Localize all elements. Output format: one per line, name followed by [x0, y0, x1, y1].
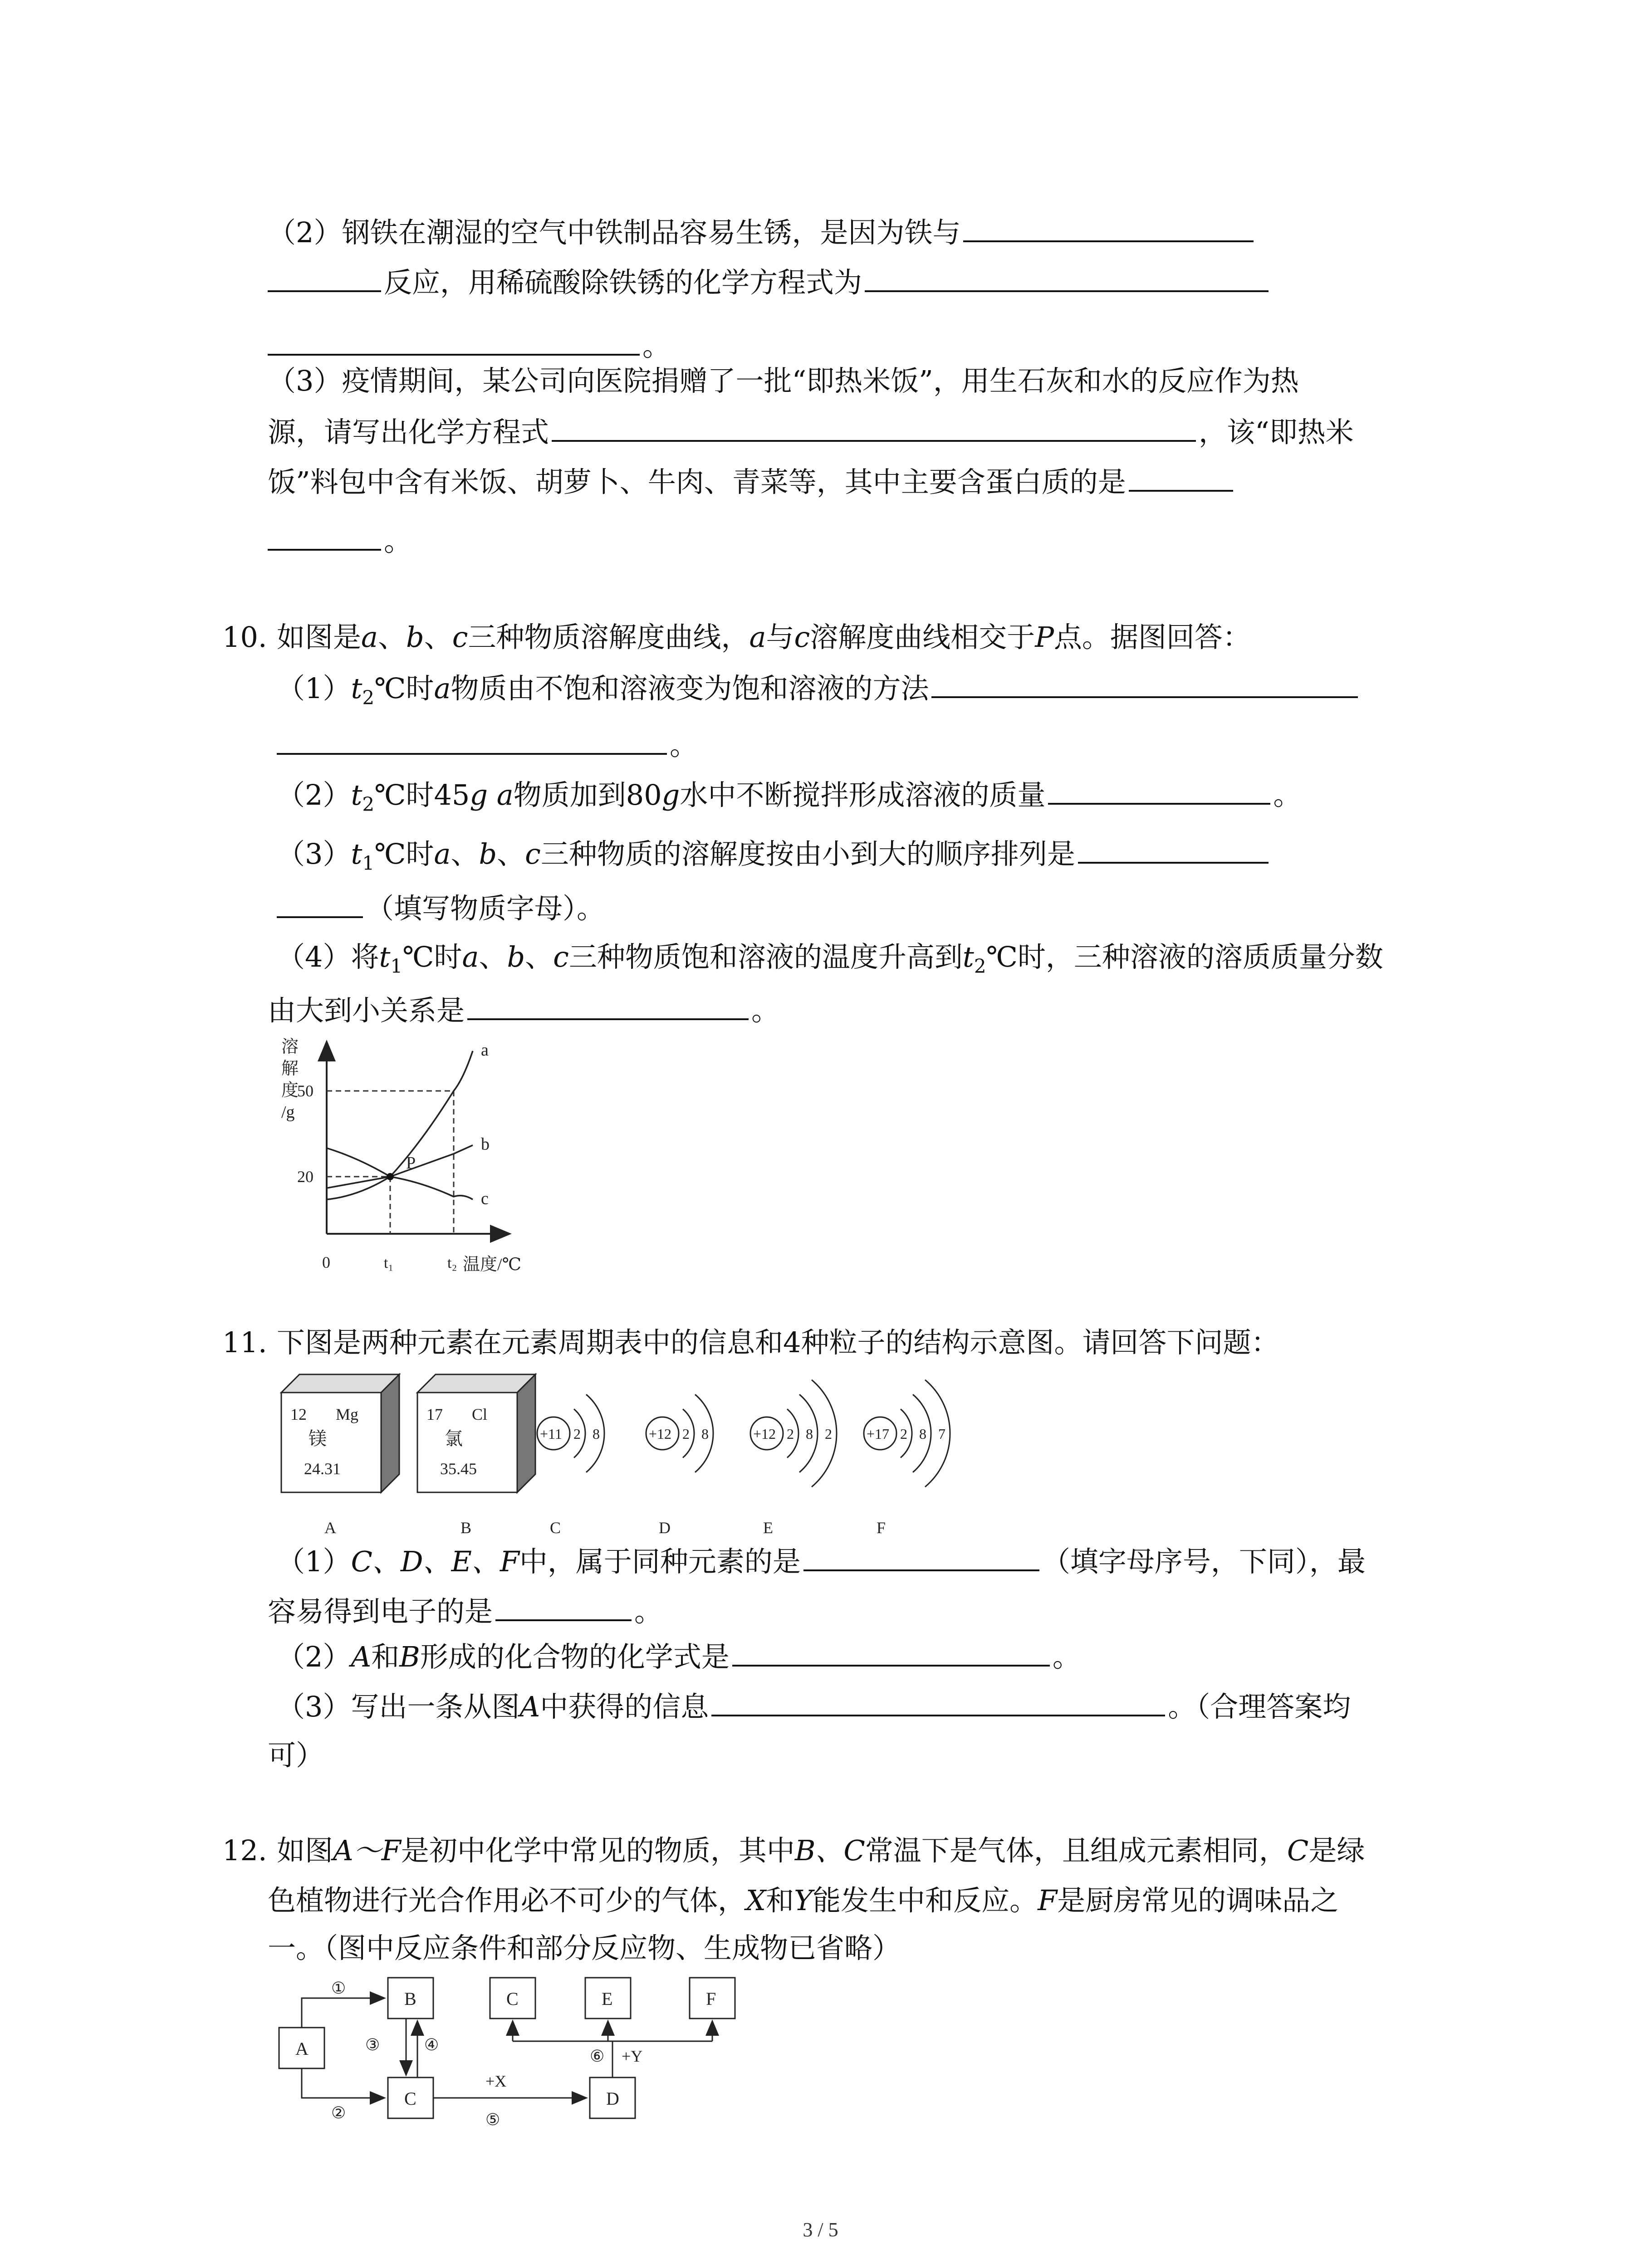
- element-card-B: [417, 1374, 535, 1537]
- q10-2-sub: 2: [362, 793, 375, 816]
- q9-2-end: 。: [642, 329, 671, 362]
- q12-l1-a: 如图: [277, 1834, 333, 1867]
- q10-sep1: 、: [377, 621, 406, 654]
- element-label: A: [324, 1519, 336, 1537]
- q10-stem-c: 与: [766, 621, 794, 654]
- q12-X: X: [746, 1884, 766, 1917]
- electron-count: 2: [900, 1426, 907, 1442]
- q10-1-c: 物质由不饱和溶液变为饱和溶液的方法: [451, 672, 929, 705]
- electron-shell: [925, 1380, 950, 1487]
- q11-1-blank2[interactable]: [495, 1592, 632, 1621]
- q10-stem-a: 如图是: [277, 621, 362, 654]
- element-label: B: [460, 1519, 472, 1537]
- q10-4-a: a: [462, 940, 479, 973]
- q11-3-blank[interactable]: [711, 1687, 1165, 1716]
- reaction-label: +Y: [622, 2047, 643, 2065]
- particle-label: C: [550, 1519, 561, 1537]
- q10-2-end: 。: [1273, 778, 1302, 811]
- element-diagram: [272, 1370, 1043, 1560]
- q11-2-label: （2）: [277, 1640, 351, 1673]
- q9-2-blank4[interactable]: [268, 327, 640, 356]
- q12-line3: 一。（图中反应条件和部分反应物、生成物已省略）: [268, 1931, 901, 1965]
- particle-label: E: [763, 1519, 773, 1537]
- q10-3-label: （3）: [277, 837, 351, 870]
- q11-2-end: 。: [1052, 1640, 1081, 1673]
- q10-4-line2: [268, 991, 779, 1029]
- q10-3-sub: 1: [362, 852, 375, 875]
- q9-3-text2: 源，请写出化学方程式: [268, 415, 549, 449]
- q9-2-blank2[interactable]: [268, 263, 381, 292]
- q10-2-blank[interactable]: [1048, 776, 1270, 805]
- q9-3-line4: [268, 522, 412, 559]
- q10-1-line2: [277, 726, 698, 763]
- q10-stem-d: 溶解度曲线相交于: [810, 621, 1035, 654]
- q10-4-c: c: [553, 940, 569, 973]
- box-letter: A: [295, 2038, 309, 2059]
- q10-3-line2: [277, 889, 605, 927]
- x-tick-label: t₂: [447, 1255, 457, 1271]
- q10-var-c: c: [452, 621, 468, 654]
- nucleus-charge: +12: [753, 1426, 776, 1442]
- q9-2-blank1[interactable]: [963, 213, 1254, 242]
- point-label: P: [406, 1154, 416, 1173]
- box-B: [388, 1978, 433, 2019]
- q10-3-a: a: [434, 837, 451, 870]
- q10-4-t: t: [379, 940, 391, 973]
- q10-3-sep2: 、: [497, 837, 525, 870]
- q12-number: 12.: [222, 1834, 267, 1867]
- q10-stem-b: 三种物质溶解度曲线，: [468, 621, 749, 654]
- q10-stem-e: 点。据图回答：: [1053, 621, 1251, 654]
- q12-l1-c: 常温下是气体，且组成元素相同，: [865, 1834, 1287, 1867]
- reaction-label: ①: [331, 1979, 346, 1997]
- electron-shell: [812, 1380, 837, 1487]
- q9-3-line1: [268, 363, 1299, 399]
- q10-2-g: g: [470, 778, 488, 811]
- box-letter: E: [602, 1989, 613, 2009]
- box-C: [388, 2077, 433, 2118]
- box-letter: B: [404, 1989, 416, 2009]
- q12-BC: B、C: [794, 1834, 865, 1867]
- box-E: [585, 1978, 631, 2019]
- q10-var-b: b: [406, 621, 424, 654]
- page-number: 3 / 5: [803, 2219, 838, 2241]
- electron-count: 2: [825, 1426, 832, 1442]
- curve-label-b: b: [481, 1134, 490, 1154]
- nucleus-charge: +17: [867, 1426, 890, 1442]
- q10-2-c: 物质加到80: [513, 778, 662, 811]
- particle-label: F: [877, 1519, 886, 1537]
- q10-1-sub: 2: [362, 686, 375, 709]
- q10-number: 10.: [222, 621, 267, 654]
- q12-C: C: [1287, 1834, 1309, 1867]
- q11-3-line2: 可）: [268, 1739, 324, 1772]
- reaction-diagram: [272, 1969, 771, 2132]
- q9-2-line2: [268, 263, 1271, 301]
- element-symbol: Cl: [472, 1405, 488, 1423]
- reaction-label: ②: [331, 2104, 346, 2122]
- q11-2-c: 形成的化合物的化学式是: [420, 1640, 730, 1673]
- q10-1-t: t: [351, 672, 362, 705]
- q11-stem: 下图是两种元素在元素周期表中的信息和4种粒子的结构示意图。请回答下问题：: [277, 1326, 1279, 1359]
- q10-4-sub2: 2: [974, 955, 986, 978]
- x-tick-label: t₁: [384, 1255, 394, 1271]
- arrow-A-B: [302, 1998, 383, 2028]
- solubility-chart: [272, 1034, 544, 1279]
- reaction-label: +X: [485, 2072, 507, 2090]
- q10-1-end: 。: [670, 728, 698, 762]
- y-tick-label: 50: [297, 1082, 314, 1100]
- electron-count: 8: [593, 1426, 600, 1442]
- q9-3-blank3[interactable]: [268, 522, 381, 551]
- q10-var-a2: a: [749, 621, 766, 654]
- q10-4-b: ℃时: [402, 940, 462, 973]
- y-axis-label: 度: [281, 1081, 299, 1100]
- y-tick-label: 20: [297, 1168, 314, 1186]
- branch-line: [513, 2041, 712, 2077]
- q12-line1: [277, 1833, 1365, 1869]
- element-card-A: [281, 1374, 399, 1537]
- q10-4-text: 三种物质饱和溶液的温度升高到: [568, 940, 963, 973]
- arrow-A-C: [302, 2068, 383, 2098]
- q10-4-bb: b: [507, 940, 525, 973]
- q12-l2-a: 色植物进行光合作用必不可少的气体，: [268, 1884, 746, 1917]
- q12-l1-d: 是绿: [1308, 1834, 1365, 1867]
- box-letter: F: [706, 1989, 716, 2009]
- q10-1-b: ℃时: [374, 672, 434, 705]
- element-name: 氯: [445, 1428, 463, 1449]
- q10-4-end: 。: [751, 994, 780, 1027]
- origin-label: 0: [322, 1253, 330, 1271]
- q10-4-sub: 1: [390, 955, 403, 978]
- q10-4-blank[interactable]: [467, 991, 749, 1020]
- q9-3-text1: （3）疫情期间，某公司向医院捐赠了一批“即热米饭”，用生石灰和水的反应作为热: [268, 364, 1299, 397]
- q11-3-c: 。（合理答案均: [1168, 1690, 1351, 1723]
- q9-3-line3: [268, 463, 1236, 500]
- q10-3-line1: [277, 835, 1271, 881]
- q10-2-t: t: [351, 778, 362, 811]
- box-letter: C: [506, 1989, 519, 2009]
- q11-3-line1: [277, 1687, 1351, 1725]
- element-symbol: Mg: [336, 1405, 359, 1423]
- particle-D: [646, 1394, 713, 1537]
- intersection-point: [387, 1173, 394, 1180]
- q10-3-b: ℃时: [374, 837, 434, 870]
- q9-3-text3: ，该“即热米: [1199, 415, 1354, 449]
- q9-2-line1: [268, 213, 1256, 251]
- q10-3-d: （填写物质字母）。: [366, 892, 605, 925]
- q10-3-blank1[interactable]: [1078, 835, 1269, 864]
- q10-2-b: ℃时45: [374, 778, 470, 811]
- electron-count: 2: [682, 1426, 690, 1442]
- curve-label-c: c: [481, 1189, 489, 1208]
- q9-3-blank2[interactable]: [1129, 463, 1233, 492]
- q10-3-bb: b: [479, 837, 497, 870]
- q11-1-b: 中，属于同种元素的是: [519, 1545, 801, 1578]
- q11-1-letters: C、D、E、F: [351, 1545, 519, 1578]
- atomic-mass: 35.45: [440, 1460, 477, 1478]
- q10-4-e: 由大到小关系是: [268, 994, 465, 1027]
- q10-stem: [277, 619, 1251, 655]
- q11-number: 11.: [222, 1326, 267, 1359]
- q12-l1-b: 是初中化学中常见的物质，其中: [401, 1834, 795, 1867]
- q11-1-c: （填字母序号，下同），最: [1042, 1545, 1366, 1578]
- q10-2-a: a: [496, 778, 514, 811]
- particle-C: [537, 1394, 604, 1537]
- box-A: [279, 2028, 324, 2068]
- q10-2-label: （2）: [277, 778, 351, 811]
- q10-4-t2: t: [962, 940, 974, 973]
- q12-line2: [268, 1882, 1338, 1919]
- atomic-mass: 24.31: [304, 1460, 341, 1478]
- q9-3-blank1[interactable]: [552, 413, 1196, 442]
- q11-1-line2: [268, 1592, 662, 1630]
- q11-3-a: （3）写出一条从图: [277, 1690, 520, 1723]
- electron-count: 2: [787, 1426, 794, 1442]
- q11-2-B: B: [399, 1640, 420, 1673]
- q12-AF: A～F: [333, 1834, 401, 1867]
- q10-3-text: 三种物质的溶解度按由小到大的顺序排列是: [540, 837, 1075, 870]
- q10-4-label: （4）将: [277, 940, 379, 973]
- x-axis-label: 温度/℃: [463, 1255, 522, 1274]
- particle-label: D: [659, 1519, 671, 1537]
- electron-count: 8: [806, 1426, 813, 1442]
- electron-count: 7: [938, 1426, 945, 1442]
- reaction-label: ⑥: [590, 2047, 605, 2065]
- q11-3-b: 中获得的信息: [540, 1690, 709, 1723]
- q11-1-line1: [277, 1542, 1366, 1580]
- q10-1-blank1[interactable]: [931, 669, 1358, 698]
- q9-2-blank3[interactable]: [865, 263, 1269, 292]
- q11-2-b: 和: [371, 1640, 400, 1673]
- reaction-label: ③: [365, 2036, 380, 2054]
- q11-1-label: （1）: [277, 1545, 351, 1578]
- q10-2-d: 水中不断搅拌形成溶液的质量: [680, 778, 1046, 811]
- y-axis-label: 解: [281, 1059, 299, 1078]
- chart-plot-area: [281, 1037, 521, 1274]
- q10-1-label: （1）: [277, 672, 351, 705]
- q11-2-blank[interactable]: [732, 1637, 1050, 1667]
- q11-1-blank1[interactable]: [803, 1542, 1039, 1571]
- q12-F: F: [1038, 1884, 1058, 1917]
- q10-3-c: c: [525, 837, 541, 870]
- particle-F: [864, 1380, 950, 1537]
- q9-2-line3: [268, 327, 671, 364]
- q10-1-line1: [277, 669, 1361, 716]
- q11-2-line: [277, 1637, 1081, 1675]
- nucleus-charge: +12: [649, 1426, 672, 1442]
- q12-l2-b: 和: [766, 1884, 794, 1917]
- q12-l2-c: 能发生中和反应。: [813, 1884, 1038, 1917]
- atomic-number: 17: [426, 1405, 443, 1423]
- q10-var-c2: c: [794, 621, 810, 654]
- q9-2-text2: 反应，用稀硫酸除铁锈的化学方程式为: [384, 266, 862, 299]
- q11-2-A: A: [351, 1640, 372, 1673]
- q9-3-end: 。: [384, 524, 412, 557]
- q11-3-A: A: [519, 1690, 540, 1723]
- q10-3-t: t: [351, 837, 362, 870]
- box-F: [690, 1978, 735, 2019]
- q10-3-blank2[interactable]: [277, 889, 363, 918]
- q11-1-end: 。: [634, 1595, 663, 1628]
- nucleus-charge: +11: [540, 1426, 562, 1442]
- electron-count: 8: [701, 1426, 709, 1442]
- q11-1-d: 容易得到电子的是: [268, 1595, 493, 1628]
- q10-2-g2: g: [661, 778, 680, 811]
- box-C: [490, 1978, 535, 2019]
- q10-4-sep2: 、: [525, 940, 554, 973]
- q10-4-line1: [277, 939, 1383, 984]
- q10-3-sep1: 、: [451, 837, 479, 870]
- atomic-number: 12: [290, 1405, 307, 1423]
- curve-label-a: a: [481, 1040, 489, 1060]
- q10-var-p: P: [1035, 621, 1054, 654]
- electron-count: 2: [573, 1426, 581, 1442]
- q9-3-text4: 饭”料包中含有米饭、胡萝卜、牛肉、青菜等，其中主要含蛋白质的是: [268, 465, 1126, 499]
- box-D: [590, 2077, 635, 2118]
- box-letter: D: [606, 2088, 619, 2109]
- y-axis-label: 溶: [281, 1037, 299, 1056]
- element-name: 镁: [309, 1428, 327, 1449]
- q9-3-line2: [268, 413, 1354, 450]
- q10-1-blank2[interactable]: [277, 726, 667, 755]
- reaction-label: ④: [424, 2036, 439, 2054]
- y-axis-label: /g: [281, 1103, 295, 1122]
- box-letter: C: [404, 2088, 416, 2109]
- reaction-label: ⑤: [485, 2111, 500, 2129]
- q9-2-text: （2）钢铁在潮湿的空气中铁制品容易生锈，是因为铁与: [268, 216, 961, 249]
- particle-E: [750, 1380, 837, 1537]
- q10-sep2: 、: [424, 621, 452, 654]
- q12-Y: Y: [794, 1884, 813, 1917]
- q10-1-a: a: [434, 672, 451, 705]
- electron-count: 8: [919, 1426, 926, 1442]
- q10-4-sep1: 、: [479, 940, 507, 973]
- q10-var-a: a: [361, 621, 378, 654]
- q12-l2-d: 是厨房常见的调味品之: [1057, 1884, 1339, 1917]
- q10-4-d: ℃时，三种溶液的溶质质量分数: [986, 940, 1383, 973]
- q10-2-line: [277, 776, 1301, 822]
